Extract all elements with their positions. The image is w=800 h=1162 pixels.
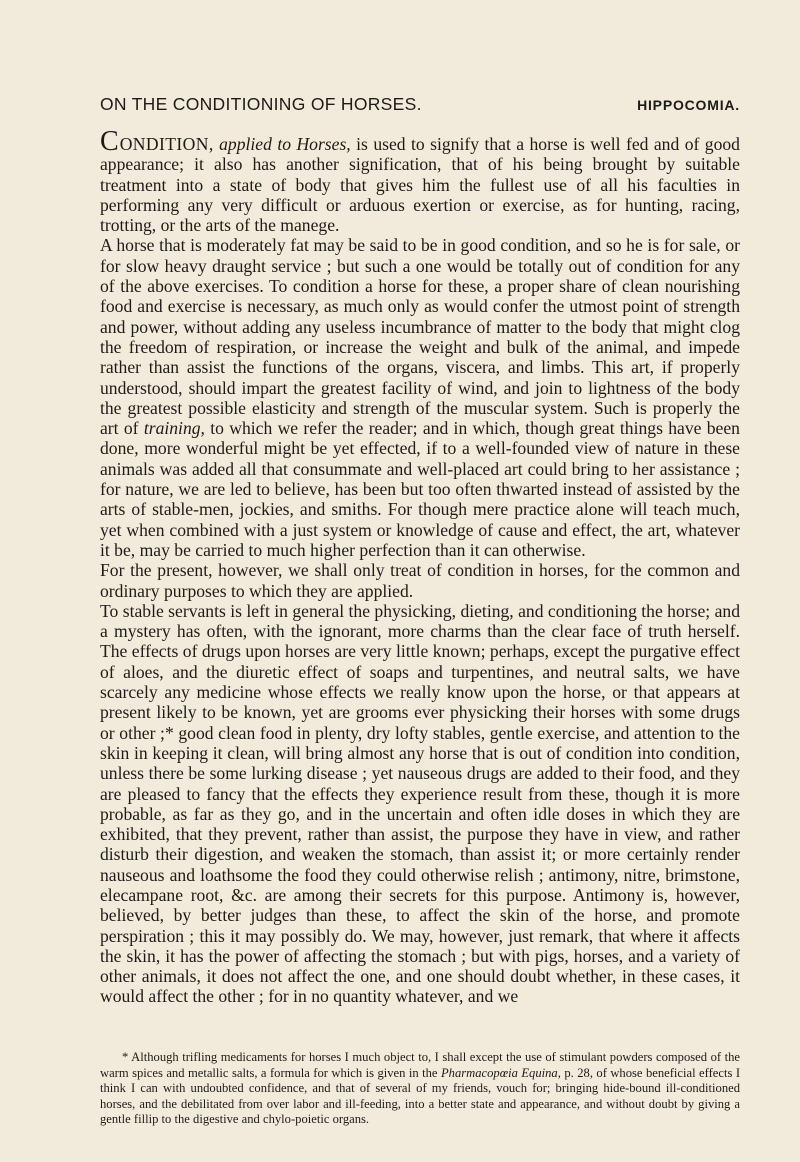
footnote-marker: * — [164, 722, 174, 743]
paragraph-3: For the present, however, we shall only treat of condition in horses, for the common and ordinary purposes to which they are applied. — [100, 560, 740, 601]
book-title: HIPPOCOMIA. — [637, 97, 740, 113]
chapter-title: ON THE CONDITIONING OF HORSES. — [100, 94, 422, 114]
lead-word: ONDITION, — [119, 134, 214, 154]
paragraph-4-text-a: To stable servants is left in general the physicking, dieting, and conditioning the horse; and a mystery has often, with the ignorant, more charms than the clear face of truth herself. The effects of drugs upon horses are very little known; perhaps, except the purgative effect of aloes, and the diuretic effect of soaps and turpentines, and neutral salts, we have scarcely any medicine whose effects we really know upon the horse, or that appears at present likely to be known, yet are grooms ever physicking their horses with some drugs or other ; — [100, 600, 740, 743]
footnote-text-a: * Although trifling medicaments for horses I much object to, I shall except the use of stimulant powders composed of the warm spices and metallic salts, a formula for which is given in the — [100, 1050, 740, 1080]
paragraph-4 — [100, 601, 740, 1007]
body-text — [100, 126, 740, 1007]
paragraph-2 — [100, 235, 740, 560]
running-head — [100, 94, 740, 115]
paragraph-2-text-a: A horse that is moderately fat may be said to be in good condition, and so he is for sale, or for slow heavy draught service ; but such a one would be totally out of condition for any of the above exercises. To condition a horse for these, a proper share of clean nourishing food and exercise is necessary, as much only as would confer the utmost point of strength and power, without adding any useless incumbrance of matter to the body that might clog the freedom of respiration, or increase the weight and bulk of the animal, and impede rather than assist the functions of the organs, viscera, and limbs. This art, if properly understood, should impart the greatest facility of wind, and join to lightness of the body the greatest possible elasticity and strength of the muscular system. Such is properly the art of — [100, 235, 740, 439]
footnote — [100, 1050, 740, 1128]
footnote-italic: Pharmacopœia Equina, — [440, 1065, 561, 1080]
drop-initial: C — [100, 126, 119, 157]
paragraph-1 — [100, 126, 740, 236]
paragraph-2-text-b: to which we refer the reader; and in which, though great things have been done, more wonderful might be yet effected, if to a well-founded view of nature in these animals was added all that consummate and well-placed art could bring to her assistance ; for nature, we are led to believe, has been but too often thwarted instead of assisted by the arts of stable-men, jockies, and smiths. For though mere practice alone will teach much, yet when combined with a just system or knowledge of cause and effect, the art, whatever it be, may be carried to much higher perfection than it can otherwise. — [100, 418, 740, 560]
italic-training: training, — [143, 418, 205, 439]
italic-phrase: applied to Horses, — [219, 134, 351, 154]
footnote-text-b: p. 28, of whose beneficial effects I think I can with undoubted confidence, and that of several of my friends, vouch for; bringing hide-bound ill-conditioned horses, and the debilitated from over labor and ill-feeding, into a better state and appearance, and without doubt by giving a gentle fillip to the digestive and chylo-poietic organs. — [100, 1065, 741, 1127]
footnote-paragraph — [100, 1050, 740, 1128]
paragraph-4-text-b: good clean food in plenty, dry lofty stables, gentle exercise, and attention to the skin in keeping it clean, will bring almost any horse that is out of condition into condition, unless there be some lurking disease ; yet nauseous drugs are added to their food, and they are pleased to fancy that the effects they experience result from these, though it is more probable, as far as they go, and in the uncertain and often idle doses in which they are exhibited, that they prevent, rather than assist, the purpose they have in view, and rather disturb their digestion, and weaken the stomach, than assist it; or more certainly render nauseous and loathsome the food they could otherwise relish ; antimony, nitre, brimstone, elecampane root, &c. are among their secrets for this purpose. Antimony is, however, believed, by better judges than these, to affect the skin of the horse, and promote perspiration ; this it may possibly do. We may, however, just remark, that where it affects the skin, it has the power of affecting the stomach ; but with pigs, horses, and a variety of other animals, it does not affect the one, and one should doubt whether, in these cases, it would affect the other ; for in no quantity whatever, and we — [100, 722, 740, 1007]
paragraph-1-text: is used to signify that a horse is well fed and of good appearance; it also has another signification, that of his being brought by suitable treatment into a state of body that gives him the fullest use of all his faculties in performing any very difficult or arduous exertion or exercise, as for hunting, racing, trotting, or the arts of the manege. — [100, 134, 740, 236]
